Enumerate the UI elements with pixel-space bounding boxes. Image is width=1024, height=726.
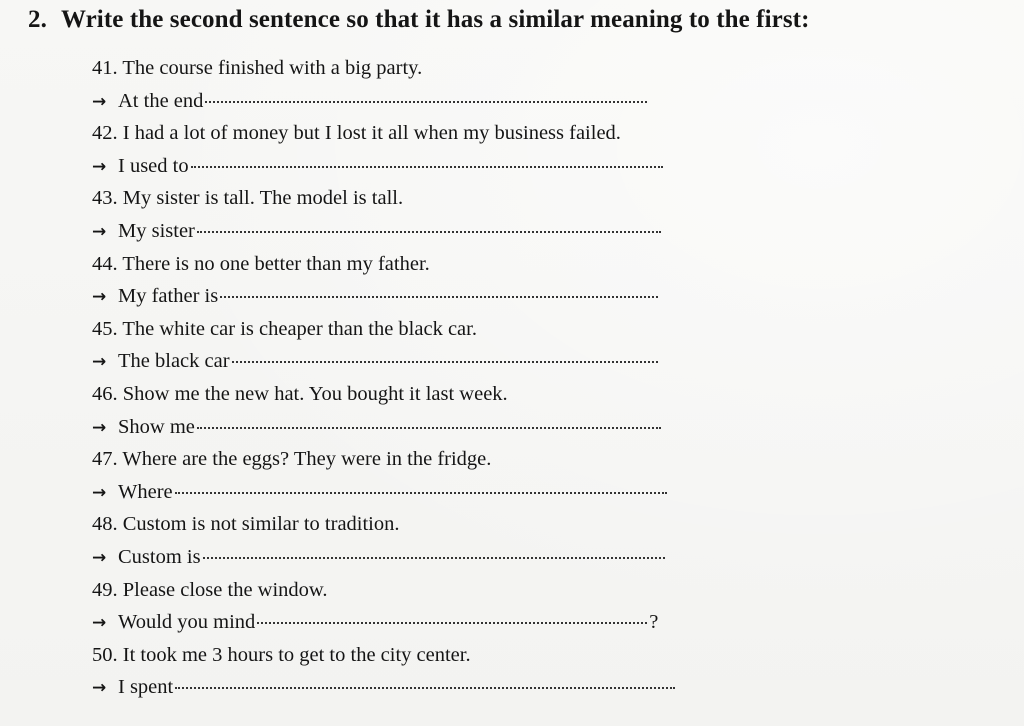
- arrow-right-icon: →: [92, 417, 107, 438]
- question-mark: ?: [649, 611, 659, 634]
- answer-prompt: The black car: [118, 350, 230, 373]
- item-answer-line-47[interactable]: [92, 476, 712, 509]
- exercise-items: [92, 52, 712, 704]
- item-sentence-48: 48. Custom is not similar to tradition.: [92, 513, 400, 536]
- item-sentence-46: 46. Show me the new hat. You bought it last week.: [92, 382, 508, 405]
- answer-prompt: At the end: [118, 89, 204, 112]
- answer-prompt: My sister: [118, 219, 195, 242]
- answer-blank[interactable]: [175, 687, 675, 689]
- item-answer-line-50[interactable]: [92, 671, 712, 704]
- arrow-right-icon: →: [92, 156, 107, 177]
- answer-blank[interactable]: [220, 296, 658, 298]
- item-sentence-42: 42. I had a lot of money but I lost it all when my business failed.: [92, 122, 621, 145]
- item-sentence-41: 41. The course finished with a big party.: [92, 57, 423, 79]
- answer-prompt: Where: [118, 480, 173, 503]
- item-sentence-45: 45. The white car is cheaper than the black car.: [92, 317, 477, 340]
- arrow-right-icon: →: [92, 91, 107, 112]
- item-sentence-49: 49. Please close the window.: [92, 578, 328, 601]
- item-answer-line-42[interactable]: [92, 150, 712, 183]
- arrow-right-icon: →: [92, 678, 107, 699]
- answer-prompt: I spent: [118, 676, 174, 699]
- answer-blank[interactable]: [191, 166, 663, 168]
- item-sentence-50: 50. It took me 3 hours to get to the city center.: [92, 643, 471, 666]
- item-sentence-47: 47. Where are the eggs? They were in the fridge.: [92, 448, 492, 471]
- item-answer-line-43[interactable]: [92, 215, 712, 248]
- arrow-right-icon: →: [92, 287, 107, 308]
- arrow-right-icon: →: [92, 547, 107, 568]
- item-answer-line-44[interactable]: [92, 280, 712, 313]
- exercise-heading: [28, 6, 810, 34]
- answer-blank[interactable]: [205, 101, 647, 103]
- arrow-right-icon: →: [92, 352, 107, 373]
- answer-prompt: Would you mind: [118, 611, 256, 634]
- answer-blank[interactable]: [197, 231, 661, 233]
- item-answer-line-41[interactable]: [92, 85, 712, 118]
- answer-prompt: My father is: [118, 285, 219, 308]
- arrow-right-icon: →: [92, 221, 107, 242]
- answer-blank[interactable]: [203, 557, 665, 559]
- item-answer-line-48[interactable]: [92, 541, 712, 574]
- item-answer-line-45[interactable]: [92, 345, 712, 378]
- exercise-number: 2.: [28, 6, 47, 33]
- item-sentence-44: 44. There is no one better than my father.: [92, 252, 430, 275]
- answer-prompt: Show me: [118, 415, 195, 438]
- answer-blank[interactable]: [197, 427, 661, 429]
- answer-blank[interactable]: [257, 622, 647, 624]
- item-sentence-43: 43. My sister is tall. The model is tall.: [92, 187, 404, 210]
- item-answer-line-46[interactable]: [92, 411, 712, 444]
- item-answer-line-49[interactable]: [92, 606, 712, 639]
- answer-blank[interactable]: [232, 361, 658, 363]
- arrow-right-icon: →: [92, 482, 107, 503]
- answer-blank[interactable]: [175, 492, 667, 494]
- arrow-right-icon: →: [92, 613, 107, 634]
- answer-prompt: Custom is: [118, 545, 201, 568]
- exercise-instruction: Write the second sentence so that it has a similar meaning to the first:: [60, 6, 810, 33]
- answer-prompt: I used to: [118, 154, 189, 177]
